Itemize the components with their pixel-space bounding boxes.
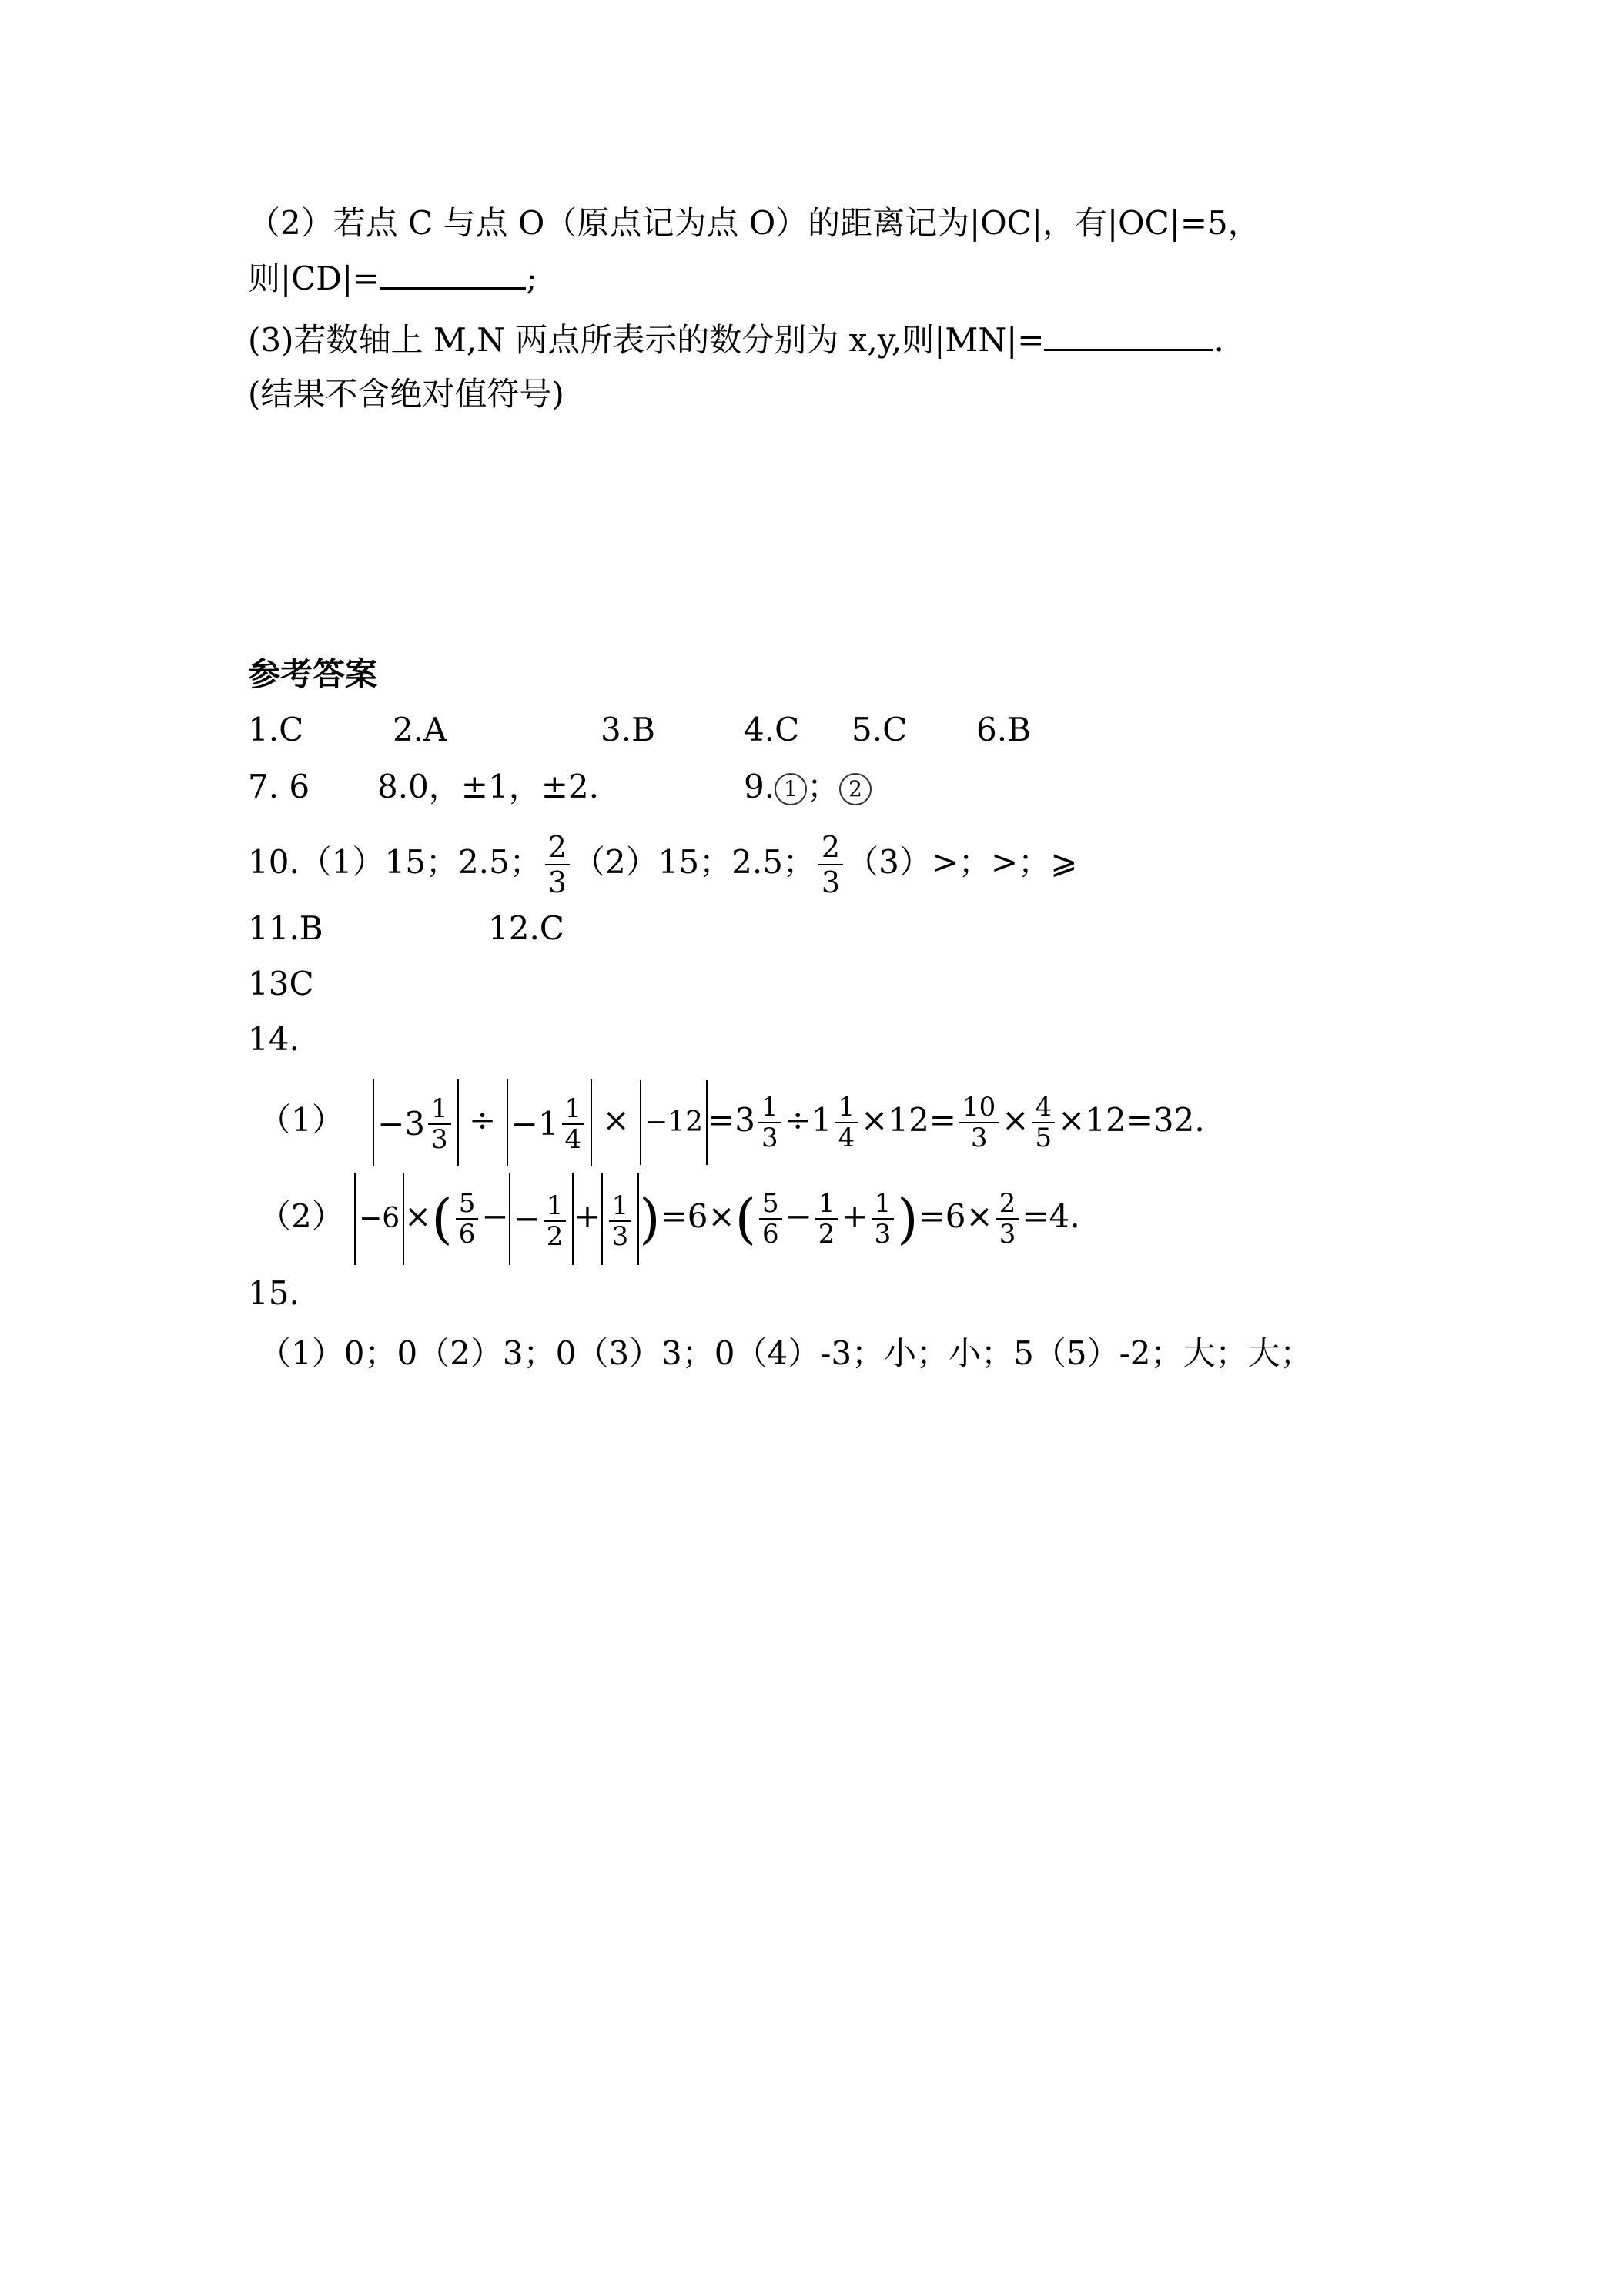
fraction-numerator: 1: [758, 1093, 781, 1123]
fraction-denominator: 3: [821, 865, 841, 899]
fraction-numerator: 5: [759, 1189, 782, 1220]
fraction-numerator: 4: [1032, 1093, 1055, 1123]
equals-term: =6×: [918, 1197, 993, 1235]
absolute-value: [373, 1079, 459, 1166]
answer-13: 13C: [248, 965, 314, 1002]
answer-10-mid: （2）15；2.5；: [572, 843, 815, 881]
answer-15-content: （1）0；0（2）3；0（3）3；0（4）-3；小；小；5（5）-2；大；大；: [259, 1334, 1313, 1372]
fraction-denominator: 6: [458, 1219, 476, 1250]
part-label: （2）: [259, 1197, 344, 1235]
fraction-numerator: 2: [818, 830, 843, 865]
answer-10-prefix: 10.（1）15；2.5；: [248, 843, 542, 881]
absolute-value: [507, 1079, 593, 1166]
fraction-denominator: 5: [1035, 1123, 1052, 1153]
fraction-numerator: 2: [545, 830, 570, 865]
negative-sign: −: [513, 1200, 540, 1237]
minus-sign: −: [785, 1197, 812, 1235]
fraction-denominator: 4: [564, 1123, 582, 1155]
answer-12: 12.C: [488, 909, 564, 947]
fraction-denominator: 6: [761, 1219, 779, 1250]
answer-10-suffix: （3）>；>；⩾: [846, 843, 1078, 881]
divide-term: ÷1: [784, 1101, 832, 1139]
divide-sign: ÷: [469, 1101, 497, 1139]
fraction-denominator: 3: [970, 1123, 988, 1153]
answer-3: 3.B: [601, 711, 655, 748]
equals-term: =3: [708, 1101, 755, 1139]
right-paren: ): [639, 1187, 661, 1250]
absolute-value: −6: [354, 1173, 404, 1265]
answer-10: [248, 824, 1077, 901]
fraction-denominator: 2: [818, 1219, 835, 1250]
answer-11: 11.B: [248, 909, 323, 947]
question-2-prefix: 则|CD|=: [248, 259, 380, 297]
answer-14-part-2: [259, 1170, 1080, 1265]
fraction-denominator: 3: [431, 1123, 448, 1155]
answer-14-label: 14.: [248, 1020, 300, 1058]
answer-9: [744, 765, 872, 808]
circled-one-icon: 1: [775, 773, 807, 805]
equals-term: =6×: [660, 1197, 735, 1235]
answer-5: 5.C: [852, 711, 908, 748]
circled-two-icon: 2: [839, 773, 872, 805]
fraction-denominator: 4: [838, 1123, 855, 1153]
answer-15-label: 15.: [248, 1274, 300, 1312]
question-3-line-2: (结果不含绝对值符号): [248, 375, 564, 413]
answer-14-part-1: [259, 1078, 1205, 1166]
fraction-numerator: 1: [815, 1189, 838, 1220]
fraction-numerator: 1: [428, 1094, 451, 1125]
fraction-two-thirds: [818, 830, 843, 899]
fraction-denominator: 3: [999, 1219, 1016, 1250]
minus-sign: −: [481, 1197, 509, 1235]
right-paren: ): [897, 1187, 919, 1250]
times-term: ×12=: [861, 1101, 956, 1139]
fraction-denominator: 3: [611, 1221, 629, 1252]
answer-7: 7. 6: [248, 768, 310, 805]
integer-part: −1: [510, 1104, 559, 1143]
fraction-numerator: 1: [544, 1191, 567, 1222]
question-2-line-2: [248, 257, 537, 300]
answer-key-heading: 参考答案: [248, 655, 378, 693]
fraction-denominator: 3: [547, 865, 567, 899]
answer-1: 1.C: [248, 711, 304, 748]
answer-blank-mn: [1044, 320, 1213, 351]
times-sign: ×: [1002, 1101, 1029, 1139]
question-2-line-1: （2）若点 C 与点 O（原点记为点 O）的距离记为|OC|，有|OC|=5，: [248, 204, 1260, 242]
result-term: ×12=32.: [1058, 1101, 1205, 1139]
fraction-denominator: 3: [761, 1123, 778, 1153]
question-2-suffix: ;: [526, 259, 537, 297]
left-paren: (: [735, 1187, 756, 1250]
fraction-numerator: 1: [562, 1094, 585, 1125]
answer-6: 6.B: [976, 711, 1031, 748]
fraction-two-thirds: [545, 830, 570, 899]
fraction-numerator: 1: [609, 1191, 632, 1222]
integer-part: −3: [377, 1104, 426, 1143]
absolute-value: [509, 1173, 574, 1265]
fraction-denominator: 2: [546, 1221, 564, 1252]
fraction-numerator: 2: [996, 1189, 1019, 1220]
part-label: （1）: [259, 1101, 344, 1139]
answer-9-prefix: 9.: [744, 768, 775, 805]
times-sign: ×: [602, 1101, 630, 1139]
fraction-denominator: 3: [874, 1219, 892, 1250]
answer-9-separator: ；: [807, 768, 840, 805]
question-3-line-1: [248, 319, 1224, 362]
answer-8: 8.0，±1，±2.: [377, 768, 599, 805]
fraction-numerator: 10: [959, 1093, 999, 1123]
answer-2: 2.A: [393, 711, 447, 748]
answer-4: 4.C: [744, 711, 800, 748]
answer-blank-cd: [380, 258, 526, 290]
question-3-suffix: .: [1213, 321, 1224, 359]
fraction-numerator: 1: [835, 1093, 858, 1123]
fraction-numerator: 1: [872, 1189, 895, 1220]
plus-sign: +: [841, 1197, 868, 1235]
fraction-numerator: 5: [456, 1189, 479, 1220]
times-sign: ×: [404, 1197, 432, 1235]
absolute-value: [601, 1173, 640, 1265]
result-term: =4.: [1022, 1197, 1080, 1235]
plus-sign: +: [574, 1197, 601, 1235]
question-3-prefix: (3)若数轴上 M,N 两点所表示的数分别为 x,y,则|MN|=: [248, 321, 1045, 359]
left-paren: (: [431, 1187, 453, 1250]
absolute-value: −12: [640, 1080, 708, 1165]
